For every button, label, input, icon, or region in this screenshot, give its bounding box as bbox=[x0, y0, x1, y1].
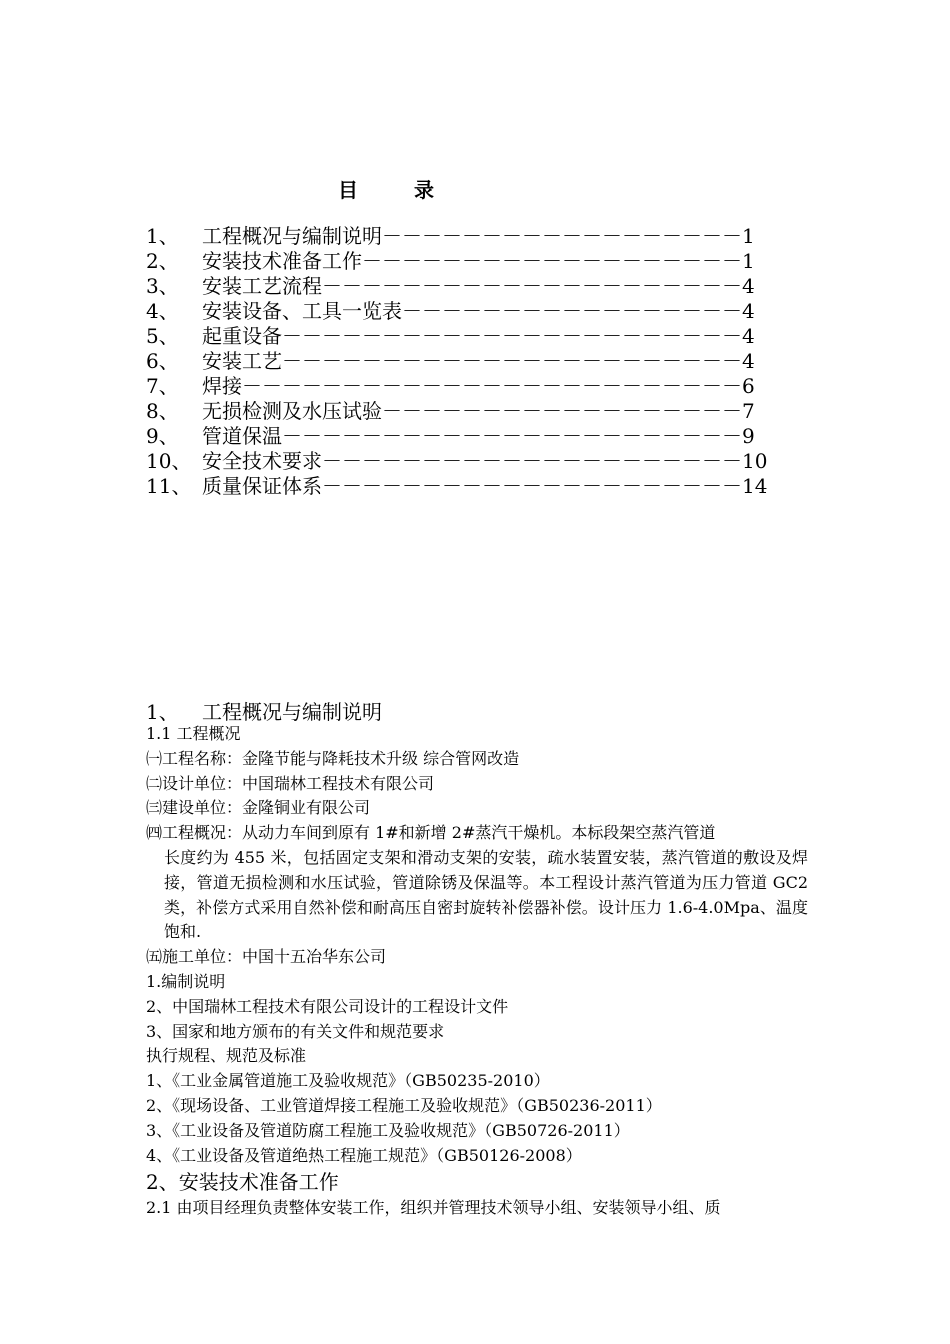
toc-item-text: 安装设备、工具一览表 bbox=[202, 299, 402, 323]
toc-item[interactable] bbox=[146, 224, 786, 249]
toc-leader: －－－－－－－－－－－－－－－－－－－－－－－ bbox=[282, 424, 742, 448]
toc-leader: －－－－－－－－－－－－－－－－－－－ bbox=[362, 249, 742, 273]
toc-leader: －－－－－－－－－－－－－－－－－－－－－－－ bbox=[282, 324, 742, 348]
toc-item-number: 6、 bbox=[146, 349, 179, 373]
toc-item-text: 工程概况与编制说明 bbox=[202, 224, 382, 248]
compilation-notes-heading: 1.编制说明 bbox=[146, 971, 226, 991]
toc-item-number: 1、 bbox=[146, 224, 179, 248]
section-1-number: 1、 bbox=[146, 700, 179, 724]
toc-item[interactable] bbox=[146, 299, 786, 324]
toc-page-number: 4 bbox=[742, 349, 755, 373]
section-2-paragraph: 2.1 由项目经理负责整体安装工作，组织并管理技术领导小组、安装领导小组、质 bbox=[146, 1198, 721, 1218]
section-2-heading: 2、安装技术准备工作 bbox=[146, 1170, 339, 1195]
section-1-body bbox=[146, 722, 808, 1221]
toc-page-number: 1 bbox=[742, 249, 755, 273]
toc-item[interactable] bbox=[146, 374, 786, 399]
toc-item-text: 无损检测及水压试验 bbox=[202, 399, 382, 423]
toc-item-number: 2、 bbox=[146, 249, 179, 273]
standard-item: 3、《工业设备及管道防腐工程施工及验收规范》（GB50726-2011） bbox=[146, 1120, 630, 1140]
design-unit: ㈡设计单位：中国瑞林工程技术有限公司 bbox=[146, 773, 435, 793]
subsection-title: 1.1 工程概况 bbox=[146, 724, 241, 743]
standards-heading: 执行规程、规范及标准 bbox=[146, 1046, 307, 1066]
toc-item-text: 焊接 bbox=[202, 374, 242, 398]
toc-item[interactable] bbox=[146, 424, 786, 449]
construction-owner: ㈢建设单位：金隆铜业有限公司 bbox=[146, 798, 371, 818]
table-of-contents bbox=[146, 224, 786, 499]
project-overview-first-line: ㈣工程概况：从动力车间到原有 1#和新增 2#蒸汽干燥机。本标段架空蒸汽管道 bbox=[146, 823, 716, 843]
section-1-title: 工程概况与编制说明 bbox=[202, 700, 382, 724]
toc-item-number: 5、 bbox=[146, 324, 179, 348]
toc-leader: －－－－－－－－－－－－－－－－－－ bbox=[382, 224, 742, 248]
project-overview-paragraph: 长度约为 455 米，包括固定支架和滑动支架的安装，疏水装置安装，蒸汽管道的敷设及焊接，管道无损检测和水压试验，管道除锈及保温等。本工程设计蒸汽管道为压力管道 GC2 类，补偿方式采用自然补偿和耐高压自密封旋转补偿器补偿。设计压力 1.6-4.0Mpa、温度饱和. bbox=[164, 847, 808, 942]
toc-item-text: 安全技术要求 bbox=[202, 449, 322, 473]
standard-item: 4、《工业设备及管道绝热工程施工规范》（GB50126-2008） bbox=[146, 1145, 582, 1165]
project-name: ㈠工程名称：金隆节能与降耗技术升级 综合管网改造 bbox=[146, 748, 520, 768]
toc-item-number: 8、 bbox=[146, 399, 179, 423]
toc-page-number: 4 bbox=[742, 299, 755, 323]
toc-leader: －－－－－－－－－－－－－－－－－ bbox=[402, 299, 742, 323]
toc-item-number: 11、 bbox=[146, 474, 192, 498]
toc-item-text: 安装工艺流程 bbox=[202, 274, 322, 298]
toc-item-number: 9、 bbox=[146, 424, 179, 448]
standard-item: 1、《工业金属管道施工及验收规范》（GB50235-2010） bbox=[146, 1071, 550, 1091]
toc-leader: －－－－－－－－－－－－－－－－－－ bbox=[382, 399, 742, 423]
basis-item: 3、国家和地方颁布的有关文件和规范要求 bbox=[146, 1021, 445, 1041]
toc-page-number: 7 bbox=[742, 399, 755, 423]
toc-item-number: 4、 bbox=[146, 299, 179, 323]
toc-item-text: 起重设备 bbox=[202, 324, 282, 348]
toc-leader: －－－－－－－－－－－－－－－－－－－－－ bbox=[322, 474, 742, 498]
toc-item[interactable] bbox=[146, 249, 786, 274]
toc-item[interactable] bbox=[146, 449, 786, 474]
toc-page-number: 1 bbox=[742, 224, 755, 248]
toc-leader: －－－－－－－－－－－－－－－－－－－－－－－ bbox=[282, 349, 742, 373]
toc-item[interactable] bbox=[146, 324, 786, 349]
contractor: ㈤施工单位：中国十五冶华东公司 bbox=[146, 947, 387, 967]
toc-page-number: 6 bbox=[742, 374, 755, 398]
toc-page-number: 4 bbox=[742, 274, 755, 298]
toc-item[interactable] bbox=[146, 399, 786, 424]
toc-item[interactable] bbox=[146, 274, 786, 299]
section-1-heading bbox=[146, 696, 382, 725]
toc-page-number: 10 bbox=[742, 449, 768, 473]
toc-page-number: 9 bbox=[742, 424, 755, 448]
toc-page-number: 4 bbox=[742, 324, 755, 348]
toc-leader: －－－－－－－－－－－－－－－－－－－－－ bbox=[322, 274, 742, 298]
toc-item-text: 管道保温 bbox=[202, 424, 282, 448]
toc-leader: －－－－－－－－－－－－－－－－－－－－－ bbox=[322, 449, 742, 473]
toc-item-text: 安装技术准备工作 bbox=[202, 249, 362, 273]
toc-item-text: 安装工艺 bbox=[202, 349, 282, 373]
toc-item[interactable] bbox=[146, 474, 786, 499]
toc-title: 目 录 bbox=[338, 178, 452, 202]
standard-item: 2、《现场设备、工业管道焊接工程施工及验收规范》（GB50236-2011） bbox=[146, 1095, 662, 1115]
toc-leader: －－－－－－－－－－－－－－－－－－－－－－－－－ bbox=[242, 374, 742, 398]
toc-item[interactable] bbox=[146, 349, 786, 374]
toc-item-text: 质量保证体系 bbox=[202, 474, 322, 498]
toc-item-number: 7、 bbox=[146, 374, 179, 398]
toc-item-number: 10、 bbox=[146, 449, 192, 473]
toc-item-number: 3、 bbox=[146, 274, 179, 298]
basis-item: 2、中国瑞林工程技术有限公司设计的工程设计文件 bbox=[146, 996, 509, 1016]
toc-page-number: 14 bbox=[742, 474, 768, 498]
